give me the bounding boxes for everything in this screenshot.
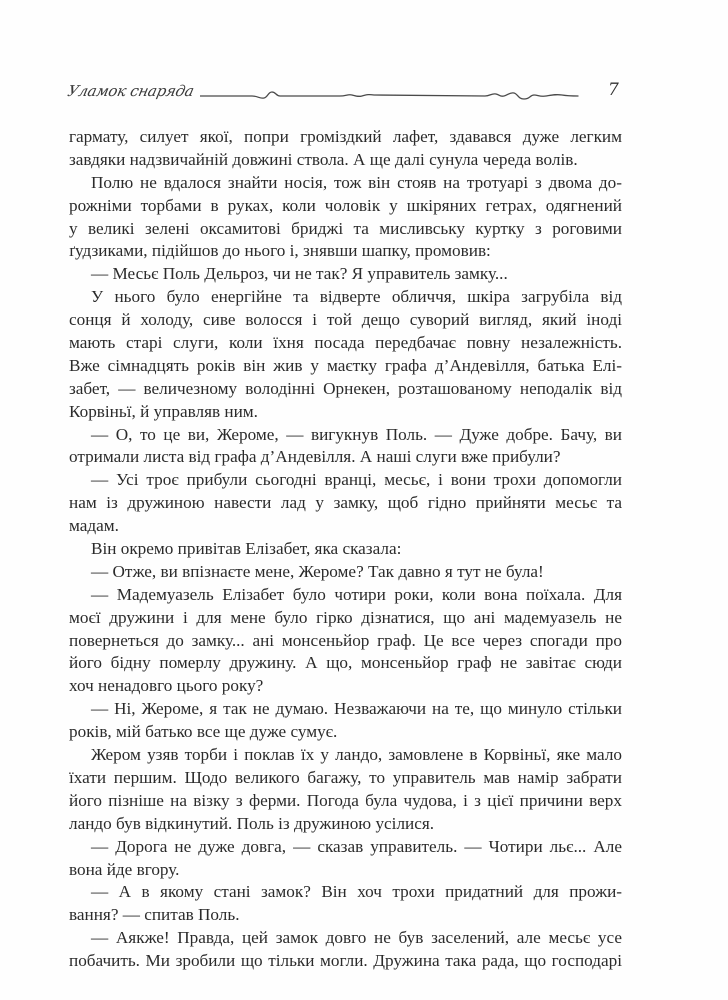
body-text xyxy=(69,126,622,973)
text-line: вання? — спитав Поль. xyxy=(69,905,240,925)
text-line: — Ні, Жероме, я так не думаю. Незважаючи на те, що минуло стільки xyxy=(91,699,622,719)
text-line: ґудзиками, підійшов до нього і, знявши шапку, промовив: xyxy=(69,241,491,261)
text-line: нам із дружиною навести лад у замку, щоб гідно прийняти месьє та xyxy=(69,493,622,513)
text-line: — А в якому стані замок? Він хоч трохи придатний для прожи- xyxy=(91,882,622,902)
text-line: сонця й холоду, сиве волосся і той дещо суворий вигляд, який іноді xyxy=(69,310,622,330)
text-line: моєї дружини і для мене було гірко дізнатися, що ані мадемуазель не xyxy=(69,607,622,627)
text-line: завдяки надзвичайній довжині ствола. А ще далі сунула череда волів. xyxy=(69,149,578,169)
text-line: його бідну померлу дружину. А що, монсеньйор граф не завітає сюди xyxy=(69,653,622,673)
decorative-wavy-line-icon xyxy=(200,82,600,108)
text-line: — О, то це ви, Жероме, — вигукнув Поль. — Дуже добре. Бачу, ви xyxy=(91,424,622,444)
running-header-title: Уламок снаряда xyxy=(66,82,196,100)
text-line: мають старі слуги, коли їхня посада передбачає повну незалежність. xyxy=(69,333,622,353)
text-line: їхати першим. Щодо великого багажу, то управитель мав намір забрати xyxy=(69,767,622,787)
text-line: Жером узяв торби і поклав їх у ландо, замовлене в Корвіньї, яке мало xyxy=(91,745,622,765)
text-line: років, мій батько все ще дуже сумує. xyxy=(69,722,338,742)
text-line: ландо був відкинутий. Поль із дружиною усілися. xyxy=(69,813,435,833)
text-line: У нього було енергійне та відверте обличчя, шкіра загрубіла від xyxy=(91,287,622,307)
text-line: — Дорога не дуже довга, — сказав управитель. — Чотири льє... Але xyxy=(91,836,622,856)
text-line: рожніми торбами в руках, коли чоловік у шкіряних гетрах, одягнений xyxy=(69,195,622,215)
text-line: — Усі троє прибули сьогодні вранці, месьє, і вони трохи допомогли xyxy=(91,470,622,490)
text-line: хоч ненадовго цього року? xyxy=(69,676,264,696)
running-header xyxy=(68,80,628,110)
text-line: — Мадемуазель Елізабет було чотири роки, коли вона поїхала. Для xyxy=(91,584,622,604)
text-line: отримали листа від графа д’Андевілля. А наші слуги вже прибули? xyxy=(69,447,561,467)
text-line: його пізніше на візку з ферми. Погода була чудова, і з цієї причини верх xyxy=(69,790,622,810)
text-line: Вже сімнадцять років він жив у маєтку графа д’Андевілля, батька Елі- xyxy=(69,355,622,375)
text-line: — Отже, ви впізнаєте мене, Жероме? Так давно я тут не була! xyxy=(91,561,544,581)
text-line: гармату, силует якої, попри громіздкий лафет, здавався дуже легким xyxy=(69,127,622,146)
text-line: — Аякже! Правда, цей замок довго не був заселений, але месьє усе xyxy=(91,928,622,948)
text-line: забет, — величезному володінні Орнекен, розташованому неподалік від xyxy=(69,378,622,398)
text-line: побачить. Ми зробили що тільки могли. Дружина така рада, що господарі xyxy=(69,951,622,971)
text-line: вона йде вгору. xyxy=(69,859,180,879)
text-line: у великі зелені оксамитові бриджі та мисливську куртку з роговими xyxy=(69,218,622,238)
text-line: Він окремо привітав Елізабет, яка сказала: xyxy=(91,539,402,559)
text-line: — Месьє Поль Дельроз, чи не так? Я управитель замку... xyxy=(91,264,508,284)
text-line: повернеться до замку... ані монсеньйор граф. Це все через спогади про xyxy=(69,630,622,650)
text-line: мадам. xyxy=(69,516,119,536)
text-line: Полю не вдалося знайти носія, тож він стояв на тротуарі з двома до- xyxy=(91,172,622,192)
text-line: Корвіньї, й управляв ним. xyxy=(69,401,258,421)
page-number: 7 xyxy=(608,80,619,100)
